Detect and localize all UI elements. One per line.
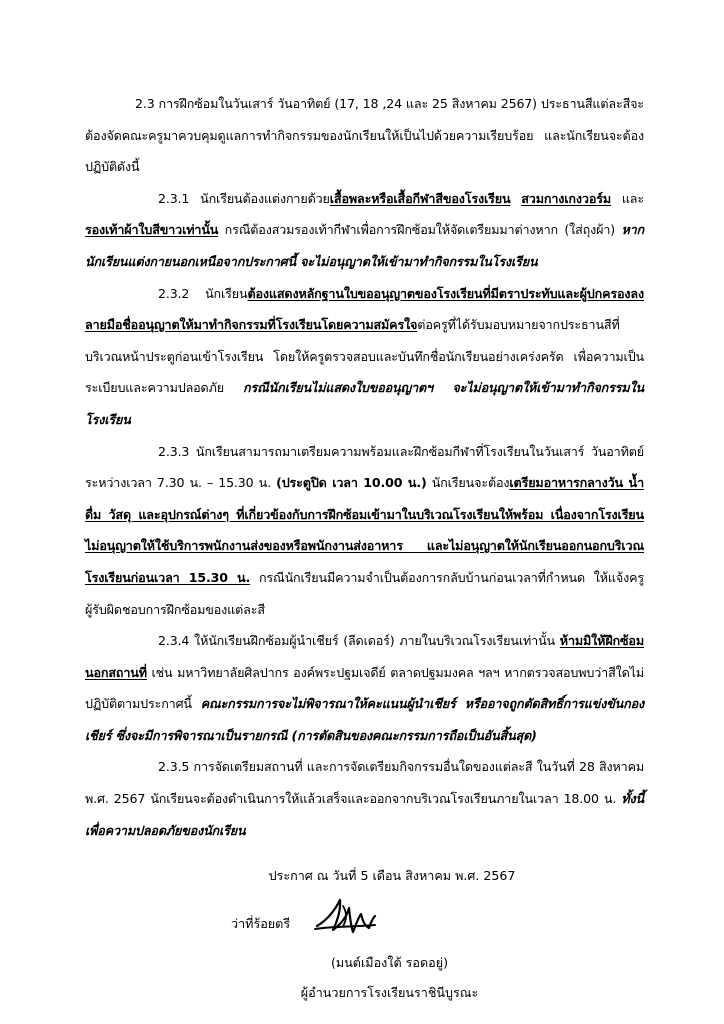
item-2-3-4-paragraph [85, 625, 644, 751]
signatory-name: (มนต์เมืองใต้ รอดอยู่) [330, 955, 448, 971]
item-2-3-4-intro: 2.3.4 ให้นักเรียนฝึกซ้อมผู้นำเชียร์ (ลีดเดอร์) ภายในบริเวณโรงเรียนเท่านั้น [158, 633, 560, 649]
announcement-date: ประกาศ ณ วันที่ 5 เดือน สิงหาคม พ.ศ. 2567 [268, 868, 516, 884]
item-2-3-4-prohibition: ห้ามมิให้ฝึกซ้อมนอกสถานที่ [85, 633, 644, 680]
handwritten-signature [313, 896, 377, 942]
item-2-3-3-paragraph [85, 436, 644, 626]
item-2-3-4-penalty: คณะกรรมการจะไม่พิจารณาให้คะแนนผู้นำเชียร์ หรืออาจถูกตัดสิทธิ์การแข่งขันกองเชียร์ ซึ่งจะมีการพิจารณาเป็นรายกรณี (การตัดสินของคณะกรรมการถือเป็นอันสิ้นสุด) [85, 696, 644, 743]
item-2-3-1-pants-requirement: สวมกางเกงวอร์ม [521, 190, 612, 206]
item-2-3-3-preparation-rule: เตรียมอาหารกลางวัน น้ำดื่ม วัสดุ และอุปกรณ์ต่างๆ ที่เกี่ยวข้องกับการฝึกซ้อมเข้ามาในบริเวณโรงเรียนให้พร้อม เนื่องจากโรงเรียนไม่อนุญาตให้ใช้บริการพนักงานส่งของหรือพนักงานส่งอาหาร และไม่อนุญาตให้นักเรียนออกนอกบริเวณโรงเรียนก่อนเวลา 15.30 น. [85, 475, 644, 585]
item-2-3-3-gate-closed: (ประตูปิด เวลา 10.00 น.) [276, 475, 427, 491]
section-2-3-paragraph [85, 88, 644, 183]
item-2-3-3-must: นักเรียนจะต้อง [426, 475, 510, 491]
item-2-3-2-intro: 2.3.2 นักเรียน [158, 285, 248, 301]
signatory-title: ผู้อำนวยการโรงเรียนราชินีบูรณะ [300, 985, 479, 1001]
item-2-3-5-safety-note: ทั้งนี้เพื่อความปลอดภัยของนักเรียน [85, 791, 644, 838]
item-2-3-1-shoes-requirement: รองเท้าผ้าใบสีขาวเท่านั้น [85, 222, 219, 238]
item-2-3-3-early-leave-note: กรณีนักเรียนมีความจำเป็นต้องการกลับบ้านก่อนเวลาที่กำหนด ให้แจ้งครูผู้รับผิดชอบการฝึกซ้อมของแต่ละสี [85, 569, 645, 617]
item-2-3-4-examples: เช่น มหาวิทยาลัยศิลปากร องค์พระปฐมเจดีย์ ตลาดปฐมมงคล ฯลฯ หากตรวจสอบพบว่าสีใดไม่ปฏิบัติตามประกาศนี้ [85, 664, 644, 712]
section-2-3-text: 2.3 การฝึกซ้อมในวันเสาร์ วันอาทิตย์ (17, 18 ,24 และ 25 สิงหาคม 2567) ประธานสีแต่ละสีจะต้องจัดคณะครูมาควบคุมดูแลการทำกิจกรรมของนักเรียนให้เป็นไปด้วยความเรียบร้อย และนักเรียนจะต้องปฏิบัติดังนี้ [85, 96, 644, 175]
item-2-3-1-and: และ [611, 190, 644, 206]
item-2-3-2-procedure: ต่อครูที่ได้รับมอบหมายจากประธานสีที่บริเวณหน้าประตูก่อนเข้าโรงเรียน โดยให้ครูตรวจสอบและบันทึกชื่อนักเรียนอย่างเคร่งครัด เพื่อความเป็นระเบียบและความปลอดภัย [85, 317, 644, 396]
signature-row [85, 896, 644, 948]
item-2-3-3-intro: 2.3.3 นักเรียนสามารถมาเตรียมความพร้อมและฝึกซ้อมกีฬาที่โรงเรียนในวันเสาร์ วันอาทิตย์ ระหว่างเวลา 7.30 น. – 15.30 น. [85, 443, 644, 491]
item-2-3-1-paragraph [85, 183, 644, 278]
item-2-3-1-warning: หากนักเรียนแต่งกายนอกเหนือจากประกาศนี้ จะไม่อนุญาตให้เข้ามาทำกิจกรรมในโรงเรียน [85, 222, 644, 269]
signature-rank-label: ว่าที่ร้อยตรี [231, 916, 291, 932]
item-2-3-5-text: 2.3.5 การจัดเตรียมสถานที่ และการจัดเตรียมกิจกรรมอื่นใดของแต่ละสี ในวันที่ 28 สิงหาคม พ.ศ. 2567 นักเรียนจะต้องดำเนินการให้แล้วเสร็จและออกจากบริเวณโรงเรียนภายในเวลา 18.00 น. [85, 759, 644, 807]
item-2-3-2-paragraph [85, 278, 644, 436]
item-2-3-5-paragraph [85, 751, 644, 846]
item-2-3-1-sport-shoes-note: กรณีต้องสวมรองเท้ากีฬาเพื่อการฝึกซ้อมให้จัดเตรียมมาต่างหาก (ใส่ถุงผ้า) [218, 222, 622, 238]
item-2-3-1-shirt-requirement: เสื้อพละหรือเสื้อกีฬาสีของโรงเรียน [329, 190, 511, 206]
item-2-3-2-permission-requirement: ต้องแสดงหลักฐานใบขออนุญาตของโรงเรียนที่มีตราประทับและผู้ปกครองลงลายมือชื่ออนุญาตให้มาทำกิจกรรมที่โรงเรียนโดยความสมัครใจ [85, 285, 644, 333]
item-2-3-2-warning: กรณีนักเรียนไม่แสดงใบขออนุญาตฯ จะไม่อนุญาตให้เข้ามาทำกิจกรรมในโรงเรียน [85, 380, 644, 427]
item-2-3-1-intro: 2.3.1 นักเรียนต้องแต่งกายด้วย [158, 190, 330, 206]
item-2-3-1-space [510, 191, 521, 206]
